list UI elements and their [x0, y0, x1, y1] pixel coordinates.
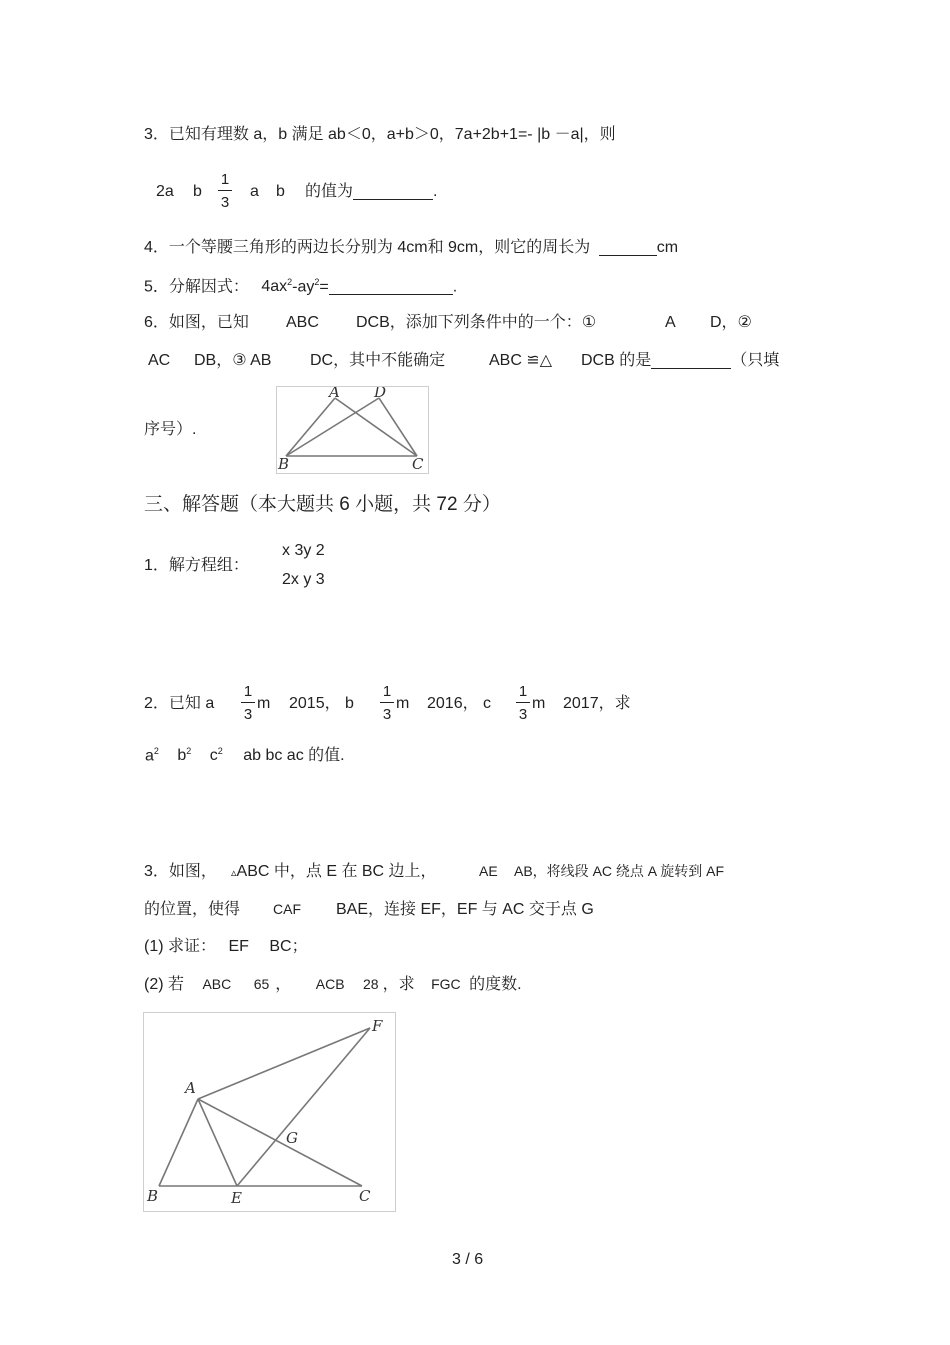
segment-ef: [237, 1028, 370, 1186]
q5-expr2: -ay: [292, 278, 315, 296]
q3-expr-2a: 2a: [156, 183, 174, 200]
s3-line2-c: BAE，连接 EF，EF 与 AC 交于点 G: [336, 901, 594, 918]
s3-p2-g: ，求: [382, 976, 415, 993]
label-c: C: [412, 455, 424, 473]
q4-text: 4．一个等腰三角形的两边长分别为 4cm和 9cm，则它的周长为: [144, 239, 591, 256]
q6-line1-e: D，②: [710, 314, 752, 331]
fraction-bar: [218, 190, 232, 191]
s2-sup: 2: [217, 746, 223, 756]
s2-frac-num: 1: [382, 683, 392, 700]
answer-blank[interactable]: [353, 185, 433, 200]
q3-frac-den: 3: [220, 194, 230, 211]
s2-fraction-3: [516, 684, 530, 722]
s2-sup: 2: [153, 746, 159, 756]
fraction-bar: [380, 702, 394, 703]
q6-line2-f: （只填: [731, 352, 780, 369]
s2-m1: m: [257, 695, 271, 712]
q3-expr-b2: b: [276, 183, 285, 200]
label-a: A: [329, 387, 340, 401]
s1-eq1: x 3y 2: [282, 542, 325, 559]
label-d: D: [374, 387, 387, 401]
s2-term-rest: ab bc ac 的值.: [243, 747, 345, 765]
s2-fraction-1: [241, 684, 255, 722]
s3-part2: [144, 977, 522, 993]
s2-sup: 2: [186, 746, 192, 756]
s3-triangle-symbol: [231, 864, 437, 880]
s3-p1-c: BC；: [269, 938, 308, 955]
label-b: B: [147, 1187, 159, 1205]
s2-v2: 2016， c: [427, 695, 492, 712]
q6-line1-d: A: [665, 314, 676, 331]
s3-p2-c: 65: [253, 976, 270, 992]
figure-svg: [277, 387, 428, 473]
segment-ac: [335, 398, 417, 456]
segment-af: [198, 1028, 370, 1099]
s2-m3: m: [532, 695, 546, 712]
label-a: A: [185, 1079, 196, 1097]
s3-line2-b: CAF: [273, 901, 301, 917]
q5-prefix: 5．分解因式：: [144, 278, 249, 296]
s2-v3: 2017，求: [563, 695, 631, 712]
s2-frac-den: 3: [382, 706, 392, 723]
s3-line2-a: 的位置，使得: [144, 901, 241, 918]
answer-blank[interactable]: [651, 354, 731, 369]
triangle-icon: ▵: [231, 867, 237, 879]
s2-frac-num: 1: [243, 683, 253, 700]
s2-expression: [145, 747, 345, 764]
fraction-bar: [241, 702, 255, 703]
triangle-figure-abcefg: [143, 1012, 396, 1212]
segment-bd: [286, 398, 379, 456]
s2-frac-den: 3: [243, 706, 253, 723]
q6-line2-e-text: DCB 的是: [581, 352, 652, 369]
s3-p2-b: ABC: [202, 976, 232, 992]
section-heading: 三、解答题（本大题共 6 小题，共 72 分）: [144, 494, 501, 515]
segment-ba: [286, 398, 335, 456]
segment-ae: [198, 1099, 237, 1186]
q6-line3: 序号）.: [144, 421, 197, 438]
s2-frac-num: 1: [518, 683, 528, 700]
s3-p2-h: FGC: [431, 976, 461, 992]
s3-line1-d: [514, 864, 724, 880]
s2-term-a: a: [145, 747, 154, 765]
label-g: G: [286, 1129, 298, 1147]
q5-eq: =: [319, 278, 329, 296]
q6-line2-e: [581, 353, 779, 369]
q6-line1-c: DCB，添加下列条件中的一个：①: [356, 314, 597, 331]
s3-p2-d: ，: [275, 976, 292, 993]
segment-ba: [159, 1099, 198, 1186]
s3-ab: AB，将线段 AC 绕点 A 旋转到 AF: [514, 863, 725, 879]
s3-p2-a: (2) 若: [144, 976, 185, 993]
triangle-figure-abcd: [276, 386, 429, 474]
q3-tail: [305, 184, 437, 200]
s3-line1-c: AE: [479, 863, 498, 879]
q4-unit: cm: [656, 239, 679, 256]
q6-line2-d: ABC ≌△: [489, 352, 553, 369]
q5-sup2: 2: [314, 277, 320, 287]
q3-end: .: [433, 183, 438, 200]
q5-end: .: [452, 278, 458, 296]
s2-term-b: b: [177, 747, 187, 765]
q3-frac-num: 1: [220, 171, 230, 188]
s2-v1: 2015， b: [289, 695, 354, 712]
s3-line1-b: ABC 中，点 E 在 BC 边上，: [236, 863, 437, 880]
q4-line: [144, 240, 678, 256]
q5-sup1: 2: [287, 277, 293, 287]
label-b: B: [278, 455, 290, 473]
label-c: C: [359, 1187, 371, 1205]
s3-p2-i: 的度数.: [469, 976, 522, 993]
fraction-bar: [516, 702, 530, 703]
q6-line1-a: 6．如图，已知: [144, 314, 249, 331]
s2-frac-den: 3: [518, 706, 528, 723]
answer-blank[interactable]: [599, 241, 657, 256]
s3-p2-f: 28: [363, 976, 379, 992]
s3-p2-e: ACB: [315, 976, 345, 992]
q6-line2-c: DC，其中不能确定: [310, 352, 446, 369]
q6-line1-b: ABC: [286, 314, 319, 331]
q3-line1: 3．已知有理数 a，b 满足 ab＜0，a+b＞0，7a+2b+1=- |b －a|，则: [144, 126, 616, 143]
segment-ac: [198, 1099, 362, 1186]
answer-blank[interactable]: [329, 280, 453, 295]
q5-line: [144, 278, 457, 295]
q3-tail-text: 的值为: [305, 183, 354, 200]
q6-line2-b: DB，③ AB: [194, 352, 272, 369]
q5-expr1: 4ax: [261, 278, 288, 296]
s3-line1-a: 3．如图，: [144, 863, 217, 880]
s1-eq2: 2x y 3: [282, 571, 325, 588]
q3-expr-b: b: [193, 183, 202, 200]
q3-expr-a: a: [250, 183, 259, 200]
s2-term-c: c: [209, 747, 218, 765]
page-number: 3 / 6: [452, 1251, 484, 1268]
label-f: F: [372, 1017, 383, 1035]
s2-line1-a: 2．已知 a: [144, 695, 215, 712]
s3-p1-b: EF: [228, 938, 249, 955]
s3-p1-a: (1) 求证：: [144, 938, 217, 955]
figure-svg: [144, 1013, 395, 1211]
q6-line2-a: AC: [148, 352, 171, 369]
segment-dc: [379, 398, 417, 456]
label-e: E: [231, 1189, 242, 1207]
s2-fraction-2: [380, 684, 394, 722]
s2-m2: m: [396, 695, 410, 712]
s3-part1: [144, 939, 308, 955]
q3-fraction: [218, 172, 232, 210]
s1-label: 1．解方程组：: [144, 557, 249, 574]
